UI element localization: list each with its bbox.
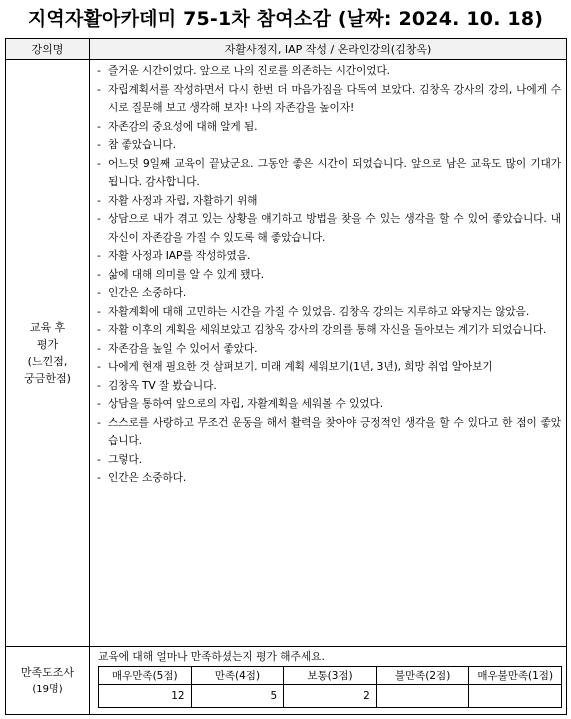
feedback-row (6, 60, 567, 647)
rating-count (376, 685, 469, 708)
feedback-label-line: 평가 (36, 338, 59, 351)
feedback-item: - 자활계획에 대해 고민하는 시간을 가질 수 있었음. 김창옥 강의는 지루하고 와닿지는 않았음. (90, 303, 561, 322)
rating-count: 5 (191, 685, 284, 708)
rating-column-header: 보통(3점) (284, 667, 377, 685)
respondent-count: (19명) (32, 683, 63, 695)
satisfaction-row (6, 647, 567, 715)
feedback-list (90, 62, 561, 488)
rating-count: 2 (284, 685, 377, 708)
satisfaction-question: 교육에 대해 얼마나 만족하셨는지 평가 해주세요. (98, 650, 325, 663)
feedback-label-line: (느낀점, (27, 355, 68, 368)
feedback-item: - 상담을 통하여 앞으로의 자립, 자활계획을 세워볼 수 있었다. (90, 395, 561, 414)
rating-column-header: 만족(4점) (191, 667, 284, 685)
feedback-item: - 자존감의 중요성에 대해 알게 됨. (90, 118, 561, 137)
rating-column-header: 불만족(2점) (376, 667, 469, 685)
feedback-item: - 인간은 소중하다. (90, 469, 561, 488)
feedback-item: - 인간은 소중하다. (90, 284, 561, 303)
satisfaction-content (90, 647, 567, 715)
satisfaction-header-row (99, 667, 562, 685)
feedback-item: - 자활 사정과 자립, 자활하기 위해 (90, 192, 561, 211)
lecture-name: 자활사정지, IAP 작성 / 온라인강의(김창옥) (90, 39, 567, 60)
feedback-item: - 자활 사정과 IAP를 작성하였음. (90, 247, 561, 266)
feedback-item: - 나에게 현재 필요한 것 살펴보기. 미래 계획 세워보기(1년, 3년), 희망 취업 알아보기 (90, 358, 561, 377)
feedback-label (6, 60, 90, 647)
rating-count (469, 685, 562, 708)
feedback-item: - 자존감을 높일 수 있어서 좋았다. (90, 340, 561, 359)
feedback-item: - 자활 이후의 계획을 세워보았고 김창옥 강사의 강의를 통해 자신을 돌아보는 계기가 되었습니다. (90, 321, 561, 340)
feedback-item: - 삶에 대해 의미를 알 수 있게 됐다. (90, 266, 561, 285)
satisfaction-values-row (99, 685, 562, 708)
satisfaction-label (6, 647, 90, 715)
document-title: 지역자활아카데미 75-1차 참여소감 (날짜: 2024. 10. 18) (27, 8, 544, 30)
feedback-item: - 참 좋았습니다. (90, 136, 561, 155)
feedback-content (90, 60, 567, 647)
lecture-label: 강의명 (6, 39, 90, 60)
lecture-row (6, 39, 567, 60)
rating-column-header: 매우불만족(1점) (469, 667, 562, 685)
feedback-label-line: 궁금한점) (24, 372, 71, 385)
rating-count: 12 (99, 685, 192, 708)
feedback-item: - 그렇다. (90, 451, 561, 470)
feedback-item: - 즐거운 시간이었다. 앞으로 나의 진로를 의존하는 시간이었다. (90, 62, 561, 81)
feedback-item: - 스스로를 사랑하고 무조건 운동을 해서 활력을 찾아야 긍정적인 생각을 할 수 있다고 한 점이 좋았습니다. (90, 414, 561, 451)
rating-column-header: 매우만족(5점) (99, 667, 192, 685)
satisfaction-title: 만족도조사 (20, 665, 75, 679)
feedback-label-line: 교육 후 (29, 321, 66, 334)
feedback-item: - 상담으로 내가 겪고 있는 상황을 얘기하고 방법을 찾을 수 있는 생각을 할 수 있어 좋았습니다. 내 자신이 자존감을 가질 수 있도록 해 좋았습니다. (90, 210, 561, 247)
feedback-item: - 김창옥 TV 잘 봤습니다. (90, 377, 561, 396)
evaluation-table (5, 38, 567, 715)
feedback-item: - 자립계획서를 작성하면서 다시 한번 더 마음가짐을 다독여 보았다. 김창옥 강사의 강의, 나에게 수시로 질문해 보고 생각해 보자! 나의 자존감을 높이자! (90, 81, 561, 118)
feedback-item: - 어느덧 9일째 교육이 끝났군요. 그동안 좋은 시간이 되었습니다. 앞으로 남은 교육도 많이 기대가 됩니다. 감사합니다. (90, 155, 561, 192)
satisfaction-table (98, 666, 562, 708)
